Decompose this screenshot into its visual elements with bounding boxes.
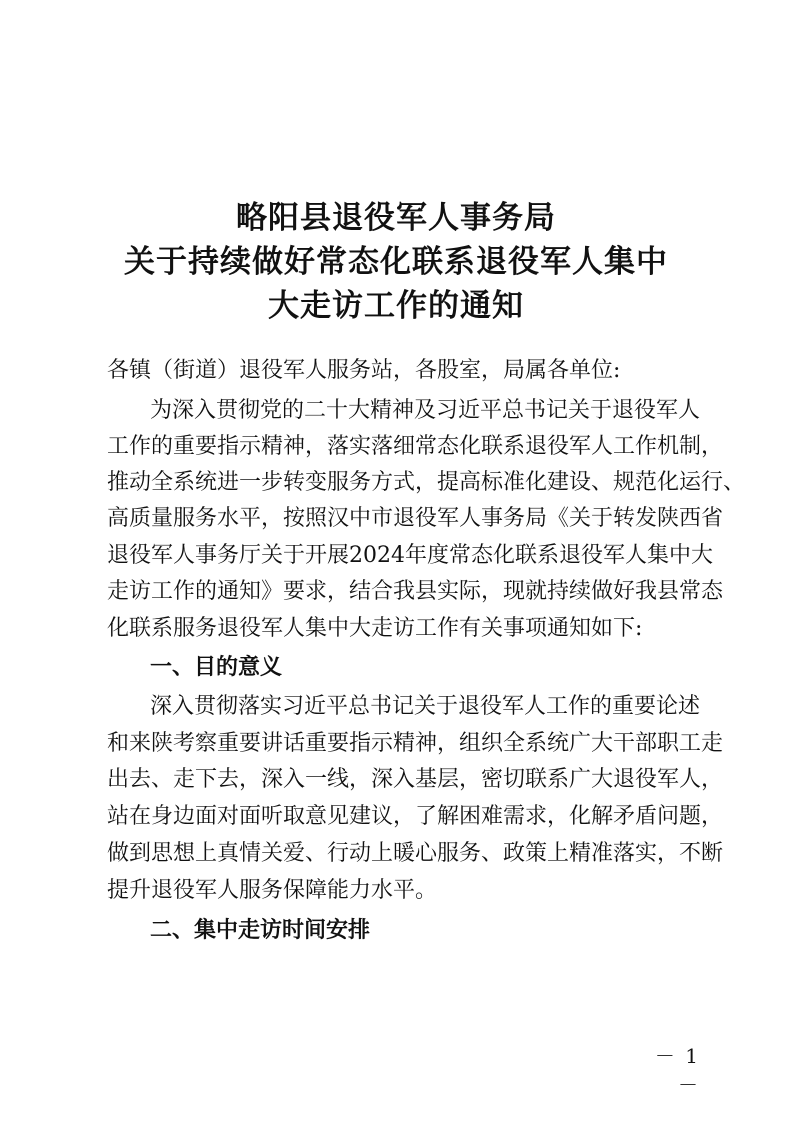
paragraph-1-line: 为深入贯彻党的二十大精神及习近平总书记关于退役军人 (150, 398, 701, 423)
paragraph-1-line: 工作的重要指示精神，落实落细常态化联系退役军人工作机制， (107, 434, 724, 459)
document-title-line-1: 略阳县退役军人事务局 (236, 200, 556, 236)
paragraph-2-line: 做到思想上真情关爱、行动上暖心服务、政策上精准落实，不断 (107, 841, 724, 866)
paragraph-1-line: 走访工作的通知》要求，结合我县实际，现就持续做好我县常态 (107, 579, 724, 604)
paragraph-1-line: 推动全系统进一步转变服务方式，提高标准化建设、规范化运行、 (107, 470, 746, 495)
paragraph-2-line: 提升退役军人服务保障能力水平。 (107, 878, 438, 903)
section-1-heading: 一、目的意义 (150, 655, 283, 680)
paragraph-2-line: 站在身边面对面听取意见建议，了解困难需求，化解矛盾问题， (107, 804, 724, 829)
paragraph-2-line: 出去、走下去，深入一线，深入基层，密切联系广大退役军人， (107, 767, 724, 792)
document-title-line-2: 关于持续做好常态化联系退役军人集中 (124, 244, 668, 280)
paragraph-1-line: 高质量服务水平，按照汉中市退役军人事务局《关于转发陕西省 (107, 506, 724, 531)
paragraph-1-line: 退役军人事务厅关于开展2024年度常态化联系退役军人集中大 (107, 543, 713, 568)
paragraph-2-line: 深入贯彻落实习近平总书记关于退役军人工作的重要论述 (150, 694, 701, 719)
document-title-line-3: 大走访工作的通知 (268, 288, 524, 324)
salutation: 各镇（街道）退役军人服务站，各股室，局属各单位: (107, 358, 621, 383)
page-number: － 1 － (654, 1044, 700, 1097)
paragraph-2-line: 和来陕考察重要讲话重要指示精神，组织全系统广大干部职工走 (107, 731, 724, 756)
paragraph-1-line: 化联系服务退役军人集中大走访工作有关事项通知如下: (107, 616, 643, 641)
section-2-heading: 二、集中走访时间安排 (150, 918, 371, 943)
